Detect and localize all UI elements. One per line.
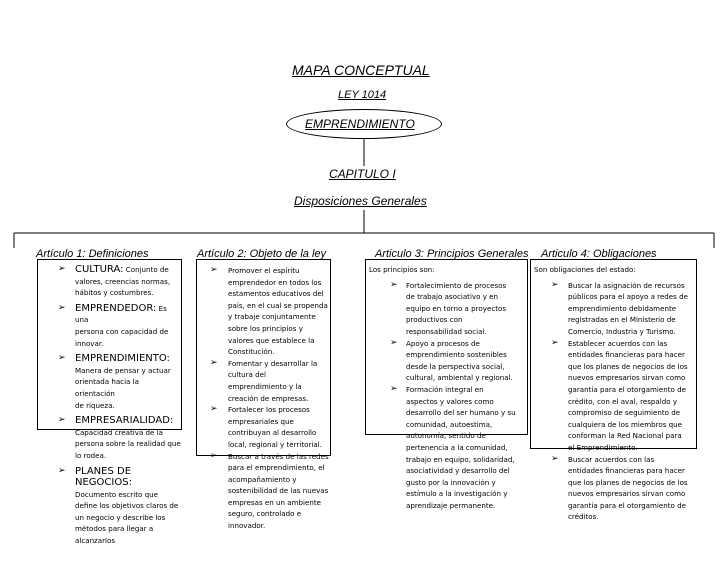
obligation-item: ➢ Buscar la asignación de recursos públicos para el apoyo a redes de emprendimiento debidamente registradas en el Ministerio de Comercio, Industria y Turismo.: [551, 279, 688, 336]
article-3-box: [365, 259, 528, 510]
definition-item: ➢ EMPRENDEDOR: Es una persona con capacidad de innovar.: [58, 302, 169, 348]
objective-item: ➢ Fomentar y desarrollar la cultura del emprendimiento y la creación de empresas.: [210, 357, 318, 403]
arrow-bullet-icon: ➢: [210, 357, 218, 368]
article-2-box: [196, 259, 331, 531]
article-4-intro: Son obligaciones del estado:: [534, 265, 636, 274]
arrow-bullet-icon: ➢: [58, 353, 66, 364]
article-1-box: [37, 259, 182, 546]
arrow-bullet-icon: ➢: [210, 450, 218, 461]
obligation-item: ➢ Buscar acuerdos con las entidades financieras para hacer que los planes de negocios de los nuevos empresarios sirvan como garantía para el otorgamiento de créditos.: [551, 453, 688, 522]
article-3-intro: Los principios son:: [369, 265, 435, 274]
obligation-item: ➢ Establecer acuerdos con las entidades financieras para hacer que los planes de negocios de los nuevos empresarios sirvan como garantía para el otorgamiento de crédito, con el aval, respaldo y compromiso de seguimiento de cualquiera de los miembros que conforman la Red Nacional para el Emprendimiento.: [551, 337, 688, 452]
objective-item: ➢ Promover el espíritu emprendedor en todos los estamentos educativos del país, en el cual se propenda y trabaje conjuntamente sobre los principios y valores que establece la Constitución.: [210, 265, 328, 357]
article-4-box: [530, 259, 697, 522]
arrow-bullet-icon: ➢: [390, 279, 398, 290]
arrow-bullet-icon: ➢: [390, 383, 398, 394]
arrow-bullet-icon: ➢: [551, 453, 559, 464]
arrow-bullet-icon: ➢: [210, 265, 218, 275]
arrow-bullet-icon: ➢: [210, 404, 218, 415]
arrow-bullet-icon: ➢: [58, 302, 66, 313]
law-title: LEY 1014: [338, 89, 387, 101]
article-2-heading: Artículo 2: Objeto de la ley: [197, 248, 327, 260]
definition-item: ➢ PLANES DE NEGOCIOS: Documento escrito que define los objetivos claros de un negocio y describe los métodos para llegar a alcanzarlos: [58, 465, 179, 546]
arrow-bullet-icon: ➢: [551, 279, 559, 290]
principle-item: ➢ Apoyo a procesos de emprendimiento sostenibles desde la perspectiva social, cultural, ambiental y regional.: [390, 337, 513, 383]
article-1-heading: Artículo 1: Definiciones: [36, 248, 149, 260]
arrow-bullet-icon: ➢: [58, 465, 66, 476]
arrow-bullet-icon: ➢: [551, 337, 559, 348]
objective-item: ➢ Buscar a través de las redes para el emprendimiento, el acompañamiento y sostenibilidad de las nuevas empresas en un ambiente seguro, controlado e innovador.: [210, 450, 329, 531]
article-4-heading: Articulo 4: Obligaciones: [541, 248, 657, 260]
arrow-bullet-icon: ➢: [390, 337, 398, 348]
definition-item: ➢ EMPRENDIMIENTO: Manera de pensar y actuar orientada hacia la orientación de riqueza.: [58, 353, 171, 410]
arrow-bullet-icon: ➢: [58, 264, 66, 274]
objective-item: ➢ Fortalecer los procesos empresariales que contribuyan al desarrollo local, regional y territorial.: [210, 404, 322, 449]
definition-item: ➢ CULTURA: Conjunto de valores, creencias normas, hábitos y costumbres.: [58, 264, 171, 298]
map-title: MAPA CONCEPTUAL: [292, 62, 430, 78]
section-title: Disposiciones Generales: [294, 194, 427, 208]
principle-item: ➢ Fortalecimiento de procesos de trabajo asociativo y en equipo en torno a proyectos productivos con responsabilidad social.: [390, 279, 507, 336]
chapter-title: CAPITULO I: [329, 167, 396, 181]
arrow-bullet-icon: ➢: [58, 415, 66, 426]
principle-item: ➢ Formación integral en aspectos y valores como desarrollo del ser humano y su comunidad, autoestima, autonomía, sentido de pertenencia a la comunidad, trabajo en equipo, solidaridad, asociatividad y desarrollo del gusto por la innovación y estímulo a la investigación y aprendizaje permanente.: [390, 383, 516, 510]
definition-item: ➢ EMPRESARIALIDAD: Capacidad creativa de la persona sobre la realidad que lo rodea.: [58, 415, 181, 460]
article-3-heading: Articulo 3: Principios Generales: [375, 248, 529, 260]
central-concept: EMPRENDIMIENTO: [305, 117, 415, 131]
